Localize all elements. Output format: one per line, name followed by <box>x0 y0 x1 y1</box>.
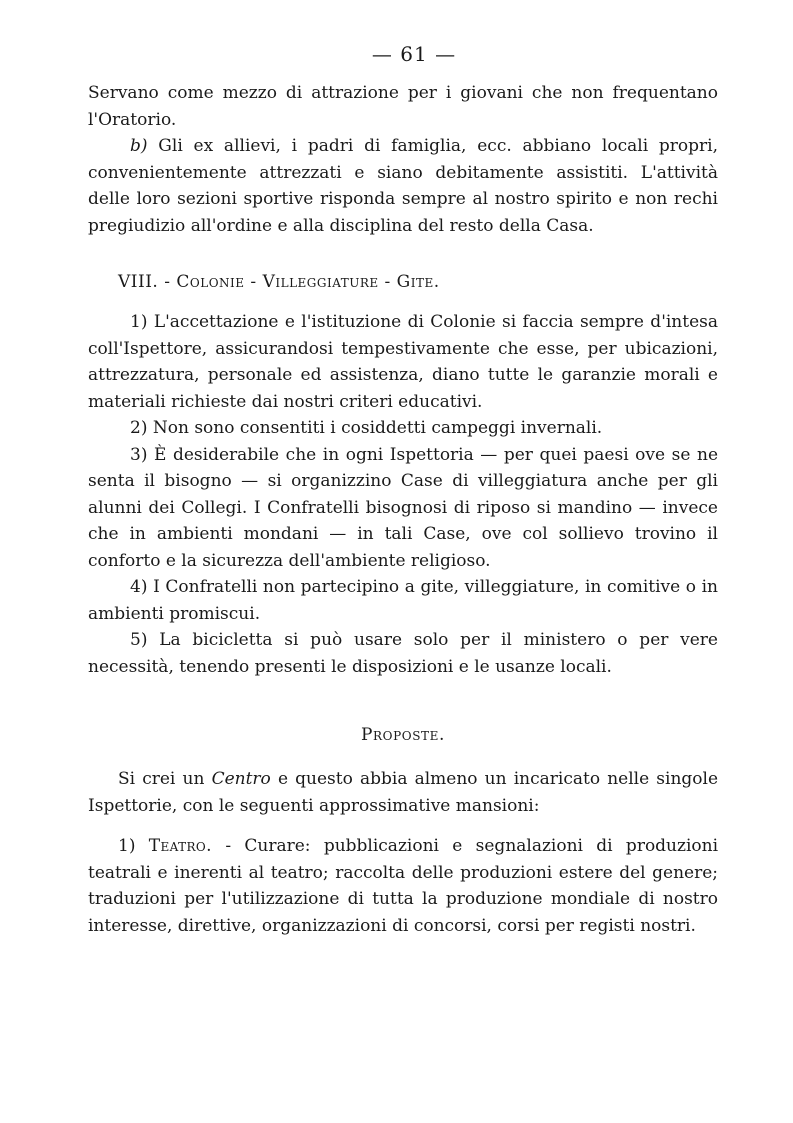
list-item-title-teatro: Teatro. <box>148 836 212 856</box>
list-item-viii-3 <box>88 442 718 575</box>
list-item-text: I Confratelli non partecipino a gite, villeggiature, in comitive o in ambienti promiscui. <box>88 577 718 624</box>
list-item-number: 1) <box>130 312 148 332</box>
list-item-number: 3) <box>130 444 148 465</box>
list-item-text: - Curare: pubblicazioni e segnalazioni di produzioni teatrali e inerenti al teatro; raccolta delle produzioni estere del genere; traduzioni per l'utilizzazione di tutta la produzione mondiale di nostro interesse, direttive, organizzazioni di concorsi, corsi per registi nostri. <box>88 836 719 936</box>
paragraph-centro <box>88 766 718 819</box>
list-item-viii-1 <box>88 309 718 415</box>
section-heading-proposte: Proposte. <box>360 725 445 745</box>
list-item-text: È desiderabile che in ogni Ispettoria — per quei paesi ove se ne senta il bisogno — si organizzino Case di villeggiatura anche per gli alunni dei Collegi. I Confratelli bisognosi di riposo si mandino — invece che in ambienti mondani — in tali Case, ove col sollievo trovino il conforto e la sicurezza dell'ambiente religioso. <box>88 444 718 571</box>
list-item-text: L'accettazione e l'istituzione di Colonie si faccia sempre d'intesa coll'Ispettore, assicurandosi tempestivamente che esse, per ubicazioni, attrezzatura, personale ed assistenza, diano tutte le garanzie morali e materiali richieste dai nostri criteri educativi. <box>88 312 718 412</box>
section-heading-viii: VIII. - Colonie - Villeggiature - Gite. <box>118 272 440 292</box>
item-label-b: b) <box>130 136 148 156</box>
paragraph-centro-emphasis: Centro <box>211 769 271 789</box>
paragraph-ex-allievi <box>88 133 718 239</box>
list-item-text: La bicicletta si può usare solo per il ministero o per vere necessità, tenendo presenti le disposizioni e le usanze locali. <box>88 630 718 677</box>
list-item-viii-2 <box>88 415 718 442</box>
list-item-number: 4) <box>130 577 148 597</box>
paragraph-attraction: Servano come mezzo di attrazione per i giovani che non frequentano l'Oratorio. <box>88 83 718 130</box>
list-item-proposte-1 <box>88 833 718 939</box>
list-item-text: Non sono consentiti i cosiddetti campeggi invernali. <box>152 418 603 438</box>
paragraph-ex-allievi-text: Gli ex allievi, i padri di famiglia, ecc. abbiano locali propri, convenientemente attrezzati e siano debitamente assistiti. L'attività delle loro sezioni sportive risponda sempre al nostro spirito e non rechi pregiudizio all'ordine e alla disciplina del resto della Casa. <box>88 136 718 236</box>
list-item-viii-4 <box>88 574 718 627</box>
document-page <box>88 40 718 939</box>
page-number: — 61 — <box>371 42 457 66</box>
list-item-number: 2) <box>130 418 148 438</box>
list-item-number: 5) <box>130 630 148 650</box>
spacer <box>88 819 718 833</box>
list-item-number: 1) <box>118 836 136 856</box>
paragraph-centro-after: e questo abbia almeno un incaricato nelle singole Ispettorie, con le seguenti approssimative mansioni: <box>88 769 719 816</box>
paragraph-centro-before: Si crei un <box>118 769 205 789</box>
list-item-viii-5 <box>88 627 718 680</box>
